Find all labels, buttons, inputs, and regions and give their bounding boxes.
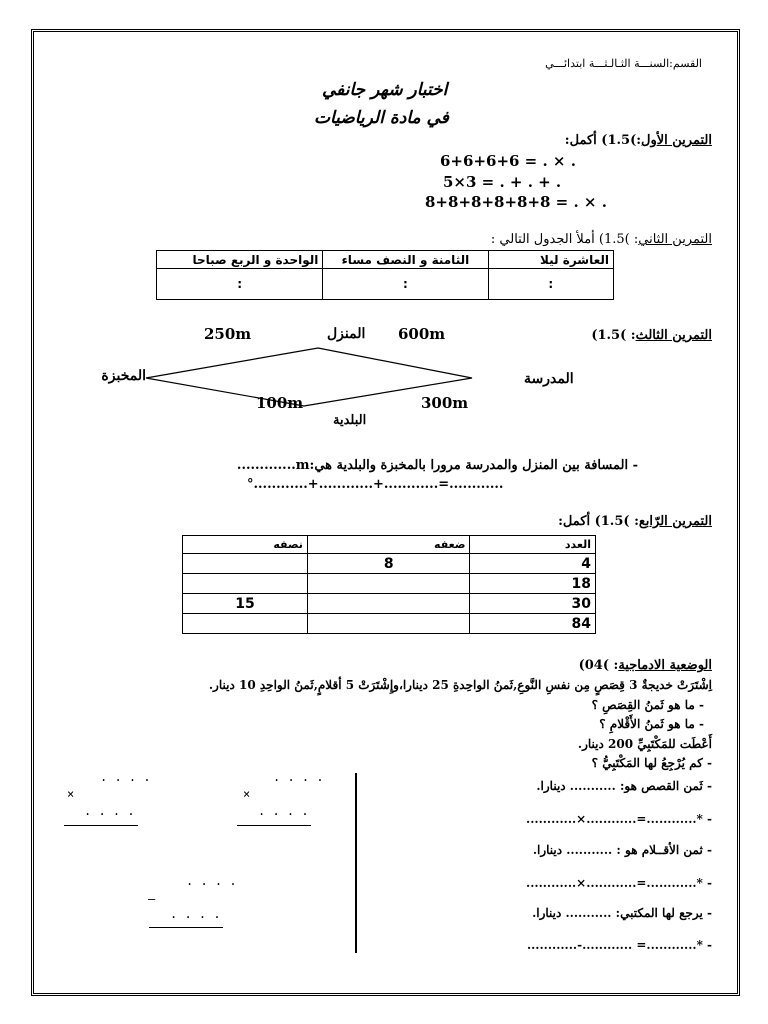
op3-top-digits[interactable]: . . . . <box>186 874 237 888</box>
problem-statement-2: أَعْطَت للمَكْتَبِيِّ 200 دينار. <box>577 737 712 751</box>
answer-change-operation[interactable]: - *............= ............-............ <box>526 938 712 952</box>
ex4-points: : )1.5) أكمل: <box>558 514 639 529</box>
ex4-header <box>558 514 712 529</box>
answer-stories-operation[interactable]: - *............=............×............ <box>526 812 712 826</box>
table-cell[interactable] <box>307 594 470 614</box>
ex2-points: : )1.5) أملأ الجدول التالي : <box>490 232 639 247</box>
exam-subtitle: في مادة الرياضيات <box>314 108 449 128</box>
time-header: العاشرة ليلا <box>488 251 613 269</box>
op2-times-sign: × <box>243 787 251 801</box>
table-cell: 18 <box>470 574 596 594</box>
time-cell[interactable]: : <box>157 269 323 300</box>
distance-city-school: 300m <box>421 394 469 412</box>
ex2-heading: التمرين الثاني <box>638 232 712 247</box>
question-1: - ما هو ثَمنُ القِصَصِ ؟ <box>591 698 704 712</box>
ex1-line3: 8+8+8+8+8+8 = . × . <box>425 193 607 211</box>
ex3-answer-line[interactable]: °............+............+............=............ <box>247 477 504 492</box>
exam-title: اختبار شهر جانفي <box>322 80 448 100</box>
table-cell[interactable] <box>307 614 470 634</box>
table-cell: 84 <box>470 614 596 634</box>
op2-result-line <box>237 825 311 826</box>
op3-bottom-digits[interactable]: . . . . <box>170 907 221 921</box>
op2-top-digits[interactable]: . . . . <box>273 770 324 784</box>
ex3-question: - المسافة بين المنزل والمدرسة مرورا بالمخبزة والبلدية هي:m............. <box>236 458 638 473</box>
op3-result-line <box>149 927 223 928</box>
integration-heading: الوضعية الادماجية <box>618 658 712 673</box>
op3-minus-sign: – <box>148 892 156 906</box>
class-level: القسم:السنـــة الثـالـثـــة ابتدائـــي <box>545 57 702 70</box>
problem-statement: اِشْتَرَتْ خديجةٌ 3 قِصَصٍ مِن نفسِ النَّوعِ,ثَمنُ الواحِدةِ 25 دينارا،وإِشْتَرَتْ 5 أقلامٍ,ثَمنُ الواحِدِ 10 دينار. <box>208 678 712 692</box>
distance-house-school: 600m <box>398 325 446 343</box>
label-house: المنزل <box>327 326 366 342</box>
table-cell[interactable] <box>183 574 308 594</box>
question-3: - كم يُرْجِعُ لها المَكْتَبِيُّ ؟ <box>591 756 712 770</box>
table-cell[interactable]: 8 <box>307 554 470 574</box>
double-half-table <box>182 535 596 634</box>
ex1-line2: 5×3 = . + . + . <box>443 173 562 191</box>
column-separator <box>355 773 357 953</box>
double-half-header: نصفه <box>183 536 308 554</box>
table-cell[interactable] <box>183 554 308 574</box>
label-bakery: المخبزة <box>101 368 146 384</box>
time-header: الثامنة و النصف مساء <box>323 251 488 269</box>
ex4-heading: التمرين الرّابع <box>638 514 712 529</box>
distance-bakery-city: 100m <box>256 394 304 412</box>
time-cell[interactable]: : <box>323 269 488 300</box>
table-cell: 30 <box>470 594 596 614</box>
table-cell[interactable]: 15 <box>183 594 308 614</box>
time-header: الواحدة و الربع صباحا <box>157 251 323 269</box>
answer-stories-price[interactable]: - ثَمن القصص هو: ........... دينارا. <box>536 779 712 793</box>
distance-house-bakery: 250m <box>204 325 252 343</box>
op1-times-sign: × <box>67 787 75 801</box>
label-school: المدرسة <box>524 371 574 387</box>
question-2: - ما هو ثَمنُ الأَقْلامِ ؟ <box>599 717 704 731</box>
op1-bottom-digits[interactable]: . . . . <box>84 804 135 818</box>
op2-bottom-digits[interactable]: . . . . <box>258 804 309 818</box>
table-cell: 4 <box>470 554 596 574</box>
ex3-points: : )1.5) <box>591 328 636 343</box>
answer-change[interactable]: - يرجع لها المكتبي: ........... دينارا. <box>532 906 712 920</box>
table-cell[interactable] <box>183 614 308 634</box>
double-half-header: العدد <box>470 536 596 554</box>
op1-top-digits[interactable]: . . . . <box>100 770 151 784</box>
double-half-header: ضعفه <box>307 536 470 554</box>
table-cell[interactable] <box>307 574 470 594</box>
ex1-heading: التمرين الأول <box>641 133 712 148</box>
answer-pens-operation[interactable]: - *............=............×............ <box>526 876 712 890</box>
answer-pens-price[interactable]: - ثمن الأقــلام هو : ........... دينارا. <box>532 843 712 857</box>
label-city: البلدية <box>333 413 367 428</box>
integration-header <box>579 658 712 673</box>
op1-result-line <box>64 825 138 826</box>
ex1-line1: 6+6+6+6 = . × . <box>440 152 576 170</box>
time-cell[interactable]: : <box>488 269 613 300</box>
ex3-heading: التمرين الثالث <box>635 328 712 343</box>
integration-points: : )04) <box>578 658 619 673</box>
ex1-points: :)1.5) أكمل: <box>564 133 642 148</box>
